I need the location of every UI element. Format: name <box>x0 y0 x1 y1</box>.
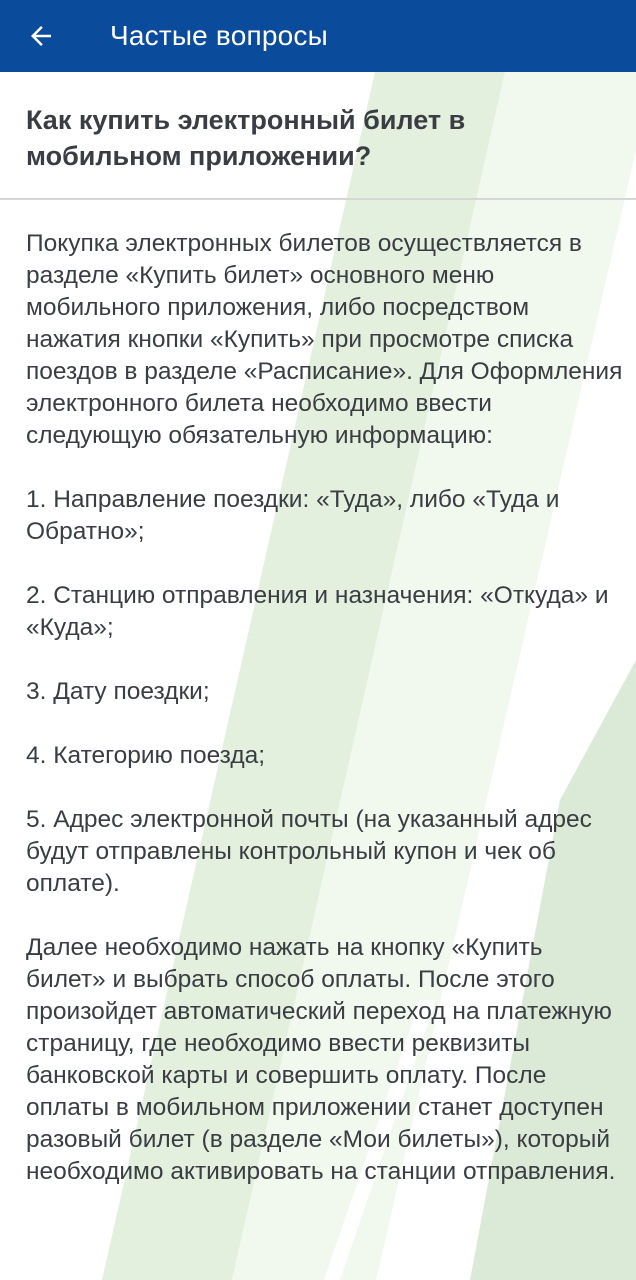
answer-item-4: 4. Категорию поезда; <box>26 742 266 769</box>
answer-item-1: 1. Направление поездки: «Туда», либо «Туда и Обратно»; <box>26 486 560 545</box>
page-title: Частые вопросы <box>110 20 328 51</box>
question-title: Как купить электронный билет в мобильном приложении? <box>26 105 466 171</box>
answer-body <box>26 228 626 1188</box>
back-button[interactable] <box>0 0 88 72</box>
answer-outro: Далее необходимо нажать на кнопку «Купить билет» и выбрать способ оплаты. После этого произойдет автоматический переход на платежную страницу, где необходимо ввести реквизиты банковской карты и совершить оплату. После оплаты в мобильном приложении станет доступен разовый билет (в разделе «Мои билеты»), который необходимо активировать на станции отправления. <box>26 934 616 1185</box>
answer-intro: Покупка электронных билетов осуществляется в разделе «Купить билет» основного меню мобильного приложения, либо посредством нажатия кнопки «Купить» при просмотре списка поездов в разделе «Расписание». Для Оформления электронного билета необходимо ввести следующую обязательную информацию: <box>26 230 623 449</box>
arrow-left-icon <box>26 21 56 51</box>
question-header <box>0 72 636 200</box>
answer-item-2: 2. Станцию отправления и назначения: «Откуда» и «Куда»; <box>26 582 609 641</box>
answer-item-3: 3. Дату поездки; <box>26 678 210 705</box>
answer-item-5: 5. Адрес электронной почты (на указанный адрес будут отправлены контрольный купон и чек об оплате). <box>26 806 592 897</box>
app-bar <box>0 0 636 72</box>
